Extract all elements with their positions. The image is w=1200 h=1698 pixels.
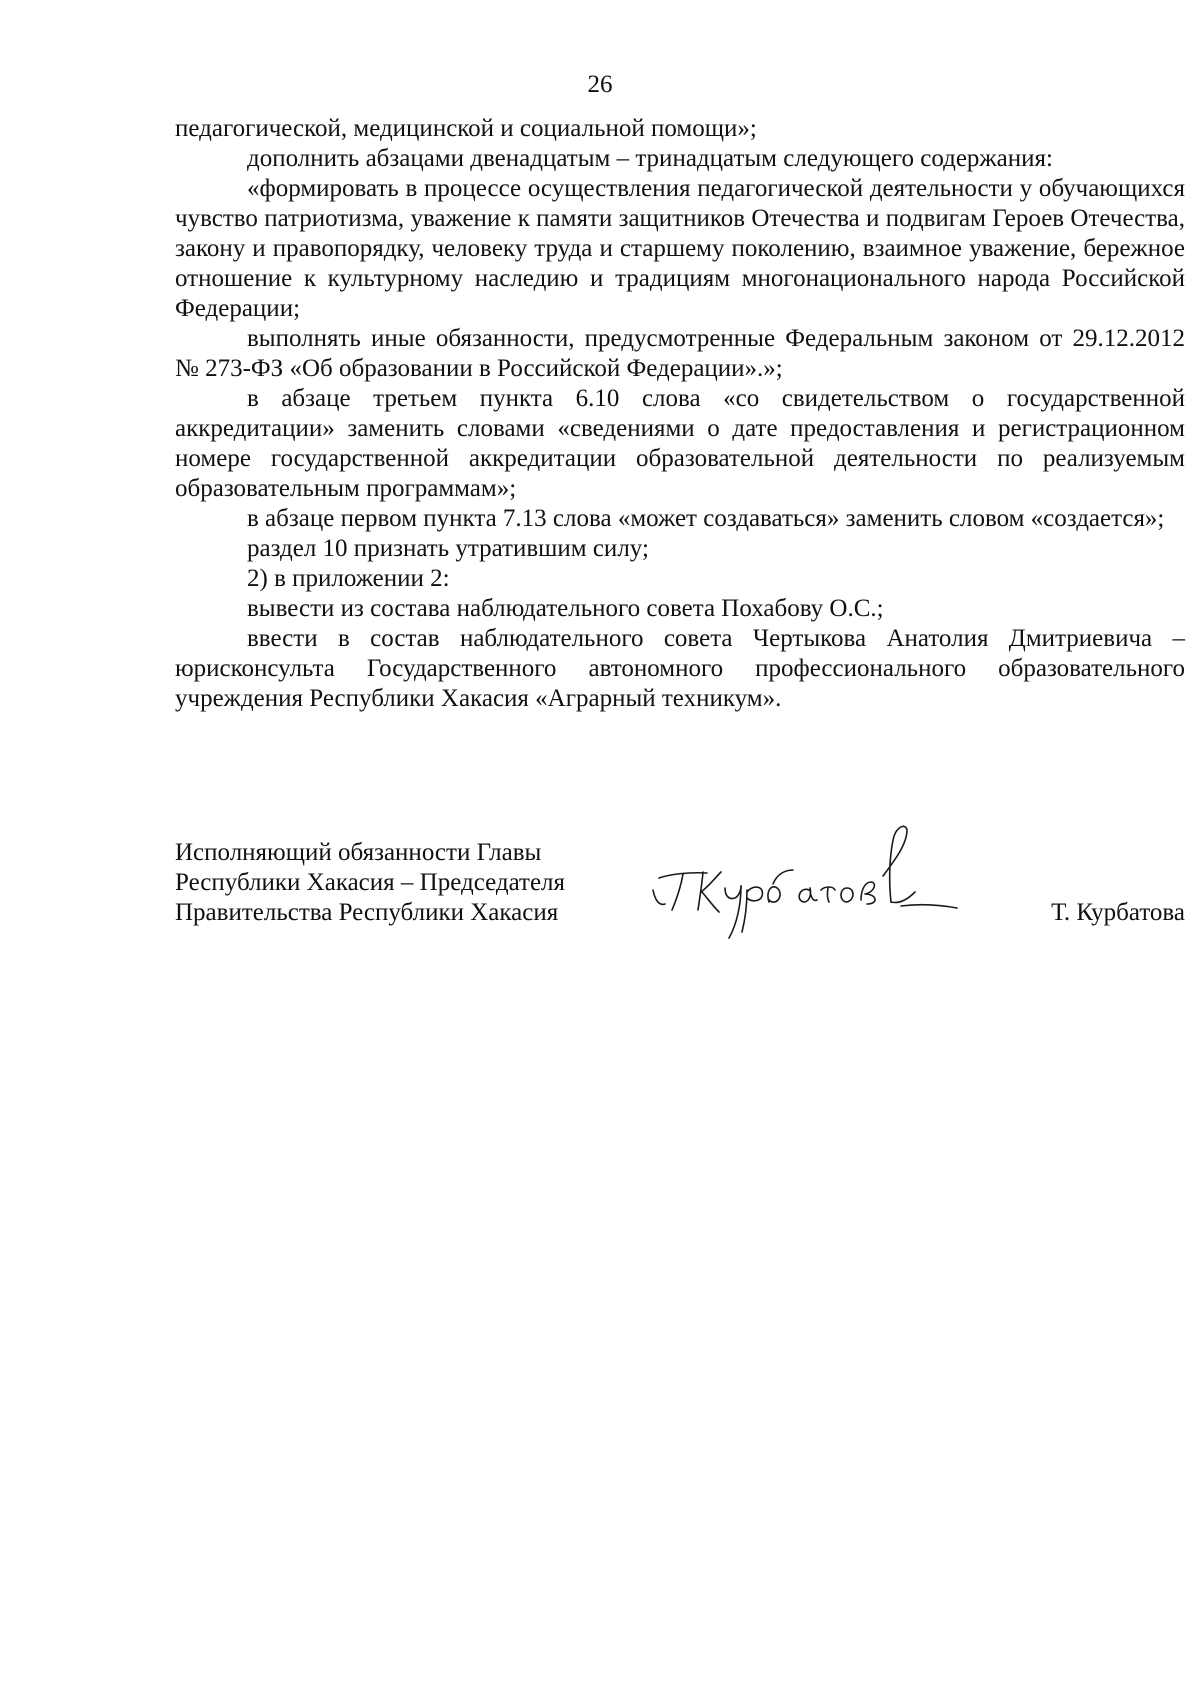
paragraph: ввести в состав наблюдательного совета Чертыкова Анатолия Дмитриевича – юрисконсульта Государственного автономного профессионального образовательного учреждения Республики Хакасия «Аграрный техникум». xyxy=(175,625,1185,712)
document-body xyxy=(175,114,1185,714)
paragraph: в абзаце первом пункта 7.13 слова «может создаваться» заменить словом «создается»; xyxy=(247,505,1165,532)
paragraph: «формировать в процессе осуществления педагогической деятельности у обучающихся чувство патриотизма, уважение к памяти защитников Отечества и подвигам Героев Отечества, закону и правопорядку, человеку труда и старшему поколению, взаимное уважение, бережное отношение к культурному наследию и традициям многонационального народа Российской Федерации; xyxy=(175,175,1185,322)
paragraph: педагогической, медицинской и социальной помощи»; xyxy=(175,115,757,142)
signatory-name: Т. Курбатова xyxy=(1051,899,1185,926)
paragraph: вывести из состава наблюдательного совета Похабову О.С.; xyxy=(247,595,884,622)
paragraph: дополнить абзацами двенадцатым – тринадцатым следующего содержания: xyxy=(247,145,1053,172)
handwritten-signature xyxy=(645,820,975,950)
signature-block xyxy=(175,838,1185,958)
paragraph: в абзаце третьем пункта 6.10 слова «со свидетельством о государственной аккредитации» заменить словами «сведениями о дате предоставления и регистрационном номере государственной аккредитации образовательной деятельности по реализуемым образовательным программам»; xyxy=(175,385,1185,502)
signatory-position-line: Исполняющий обязанности Главы xyxy=(175,839,542,866)
signatory-position-line: Правительства Республики Хакасия xyxy=(175,899,559,926)
page-number: 26 xyxy=(587,71,613,98)
paragraph: выполнять иные обязанности, предусмотренные Федеральным законом от 29.12.2012 № 273-ФЗ «Об образовании в Российской Федерации».»; xyxy=(175,325,1185,382)
signatory-position xyxy=(175,838,565,928)
paragraph: раздел 10 признать утратившим силу; xyxy=(247,535,649,562)
paragraph: 2) в приложении 2: xyxy=(247,565,450,592)
signatory-position-line: Республики Хакасия – Председателя xyxy=(175,869,566,896)
